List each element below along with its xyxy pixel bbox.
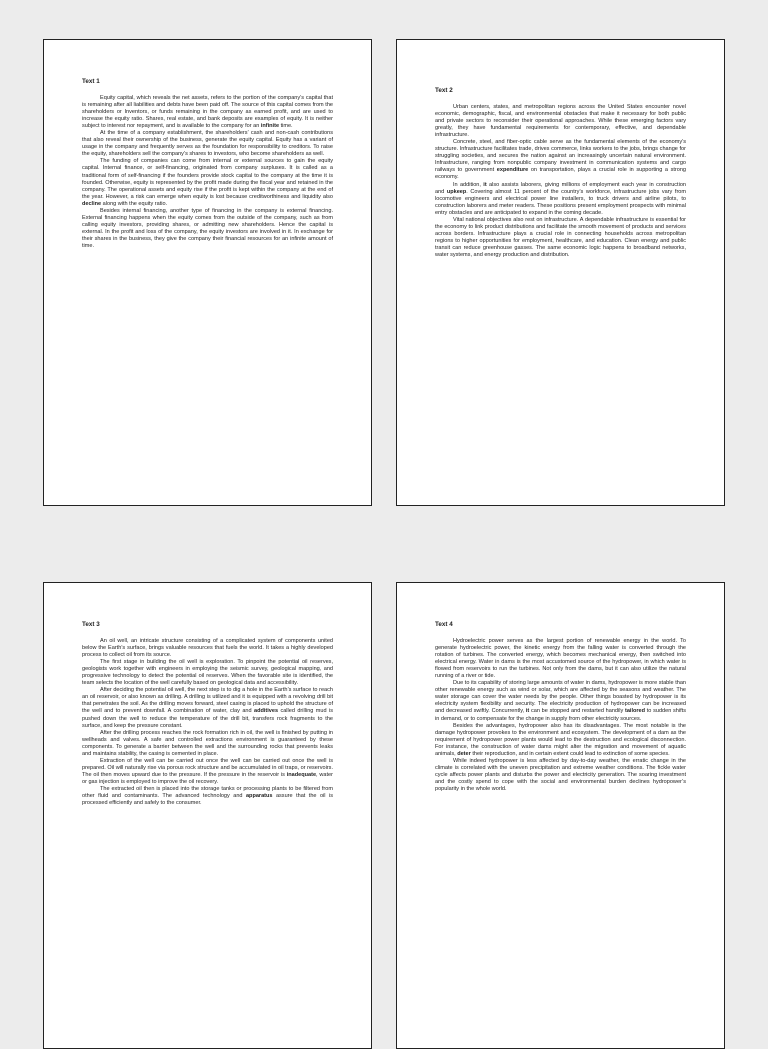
text-run: Urban centers, states, and metropolitan regions across the United States encounter novel economic, demographic, fiscal, and environmental obstacles that make it necessary for both public and private sectors to reconsider their operational approaches. While these emerging factors vary greatly, they have fundamental requirements for contemporary, effective, and dependable infrastructure. (435, 104, 686, 139)
paragraph (82, 95, 333, 130)
text-run: Hydroelectric power serves as the largest portion of renewable energy in the world. To generate hydroelectric power, the kinetic energy from the falling water is converted through the rotation of turbines. The converted energy, which becomes mechanical energy, then switched into electrical energy. Water in dams is the most accustomed source of the hydropower, in which water is flowed from reservoirs to run the turbines. Not only from the dams, but it can also utilize the natural running of a river or tide. (435, 638, 686, 680)
paragraph (435, 680, 686, 722)
text-run: The extracted oil then is placed into the storage tanks or processing plants to be filtered from other fluid and contaminants. The advanced technology and (82, 785, 333, 800)
text-run: . Covering almost 11 percent of the country’s workforce, infrastructure jobs vary from locomotive engineers and electrical power line installers, to truck drivers and airline pilots, to construction laborers and meter readers. These positions present employment prospects with minimal entry obstacles and are anticipated to expand in the coming decade. (435, 188, 686, 216)
bold-word: decline (82, 200, 102, 207)
text-run: Concrete, steel, and fiber-optic cable serve as the fundamental elements of the economy’s structure. Infrastructure facilitates trade, drives commerce, links workers to the jobs, brings change for struggling societies, and secures the nation against an increasingly uncertain natural environment. Infrastructure, ranging from nonpublic company investment in communication systems and cargo railways to government (435, 139, 686, 174)
page-text-2 (396, 39, 725, 506)
bold-word: tailored (624, 708, 646, 715)
page-body (82, 95, 333, 250)
text-run: can be stopped and restarted handily (529, 708, 625, 715)
text-run: Due to its capability of storing large amounts of water in dams, hydropower is more stable than other renewable energy such as wind or solar, which are affected by the seasons and weather. The water storage can cover the water needs by the people. Other things boasted by hydropower is its electricity system flexibility and security. The electricity production of hydropower can be increased and decreased swiftly. Concurrently, (435, 680, 686, 715)
paragraph (82, 730, 333, 758)
paragraph (435, 182, 686, 217)
text-run: called drilling mud is pushed down the well to reduce the temperature of the drill bit, transfers rock fragments to the surface, and keep the pressure constant. (82, 708, 333, 729)
text-run: to sudden shifts in demand, or to compensate for the change in supply from other electricity sources. (435, 708, 686, 722)
page-body (435, 104, 686, 259)
text-run: After deciding the potential oil well, the next step is to dig a hole in the Earth’s surface to reach an oil reservoir, or also known as drilling. A drilling is utilized and it is equipped with a revolving drill bit that penetrates the soil. As the drilling moves forward, steel casing is placed to uphold the structure of the well and to prevent downfall. A combination of water, clay and (82, 687, 333, 715)
paragraph (82, 208, 333, 250)
paragraph (82, 130, 333, 158)
page-title: Text 1 (82, 78, 100, 85)
text-run: After the drilling process reaches the rock formation rich in oil, the well is finished by putting in wellheads and valves. A safe and controlled extractions environment is guaranteed by these components. To generate a barrier between the well and the surrounding rocks that prevents leaks and maintains stability, the casing is cemented in place. (82, 729, 333, 757)
bold-word: expenditure (496, 167, 529, 174)
paragraph (82, 687, 333, 729)
text-run: At the time of a company establishment, the shareholders’ cash and non-cash contributions that also reveal their ownership of the business, generate the equity capital. Equity has a variant of usage in the company and frequently serves as the foundation for responsibility to creditors. To raise the equity, shareholders sell the company’s shares to investors, who become shareholders as well. (82, 130, 333, 158)
page-body (435, 638, 686, 793)
paragraph (82, 758, 333, 786)
text-run: Besides the advantages, hydropower also has its disadvantages. The most notable is the damage hydropower provokes to the environment and ecosystem. The development of a dam as the requirement of hydropower power plants would lead to the destruction and ecological disconnection. For instance, the construction of water dams might alter the migration and movement of aquatic animals, (435, 722, 686, 757)
text-run: assure that the oil is processed efficiently and safely to the consumer. (82, 793, 333, 807)
paragraph (435, 638, 686, 680)
page-body (82, 638, 333, 807)
bold-word: infinite (260, 123, 280, 130)
paragraph (435, 723, 686, 758)
page-title: Text 3 (82, 621, 100, 628)
bold-word: additives (253, 708, 279, 715)
text-run: The first stage in building the oil well is exploration. To pinpoint the potential oil reserves, geologists work together with engineers in employing the seismic survey, geological mapping, and progressive technology to detect the potential oil reserves. When the favorable site is identified, the team selects the location of the well carefully based on geological data and accessibility. (82, 659, 333, 687)
bold-word: deter (457, 750, 471, 757)
text-run: Besides internal financing, another type of financing in the company is external financing. External financing happens when the equity comes from the outside of the company, such as from calling equity investors, providing shares, or admitting new shareholders. Hence the capital is external. In the profit and loss of the company, the equity investors are involved in it. In exchange for their shares in the business, they give the company their financial resources for an infinite amount of time. (82, 207, 333, 249)
bold-word: it (483, 181, 487, 188)
paragraph (82, 158, 333, 207)
text-run: their reproduction, and in certain extent could lead to extinction of some species. (470, 750, 670, 757)
text-run: While indeed hydropower is less affected by day-to-day weather, the erratic change in the climate is correlated with the uneven precipitation and extreme weather conditions. The fickle water cycle affects power plants and disturbs the power and electricity generation. The soaring investment and the costly spend to cope with the social and environmental burden declines hydropower’s popularity in the whole world. (435, 757, 686, 792)
text-run: on transportation, plays a crucial role in supporting a strong economy. (435, 167, 686, 181)
bold-word: inadequate (286, 771, 317, 778)
text-run: , water or gas injection is employed to improve the oil recovery. (82, 771, 333, 785)
text-run: time. (279, 123, 293, 130)
bold-word: upkeep (446, 188, 467, 195)
paragraph (435, 104, 686, 139)
text-run: Vital national objectives also rest on infrastructure. A dependable infrastructure is essential for the economy to link product distributions and facilitate the smooth movement of products and services across borders. Infrastructure plays a crucial role in connecting households across metropolitan regions to higher opportunities for employment, healthcare, and education. Clean energy and public transit can reduce greenhouse gasses. The same economic logic happens to broadband networks, water systems, and energy production and distribution. (435, 216, 686, 258)
page-title: Text 2 (435, 87, 453, 94)
page-text-1 (43, 39, 372, 506)
paragraph (435, 758, 686, 793)
text-run: An oil well, an intricate structure consisting of a complicated system of components united below the Earth’s surface, brings valuable resources that fuels the world. It takes a highly developed process to collect oil from its source. (82, 638, 333, 659)
text-run: Equity capital, which reveals the net assets, refers to the portion of the company’s capital that is remaining after all liabilities and debts have been paid off. The source of this capital comes from the shareholders or Inventors, or funds remaining in the company as earned profit, and are used to increase the equity ratio. Shares, real estate, and bank deposits are examples of equity. It is neither subject to interest nor repayment, and is available to the company for an (82, 95, 333, 130)
text-run: along with the equity ratio. (101, 200, 168, 207)
paragraph (82, 638, 333, 659)
bold-word: apparatus (245, 793, 273, 800)
text-run: The funding of companies can come from internal or external sources to gain the equity capital. Internal finance, or self-financing, originated from company surpluses. It is called as a traditional form of self-financing if the founders provide stock capital to the company at the time it is founded. Otherwise, equity is represented by the profit made during the fiscal year and retained in the company. The operational assets and equity rise if the profit is kept within the company at the end of the year. However, a risk can emerge when equity is lost because creditworthiness and liquidity also (82, 158, 333, 200)
paragraph (435, 217, 686, 259)
page-title: Text 4 (435, 621, 453, 628)
page-text-3 (43, 582, 372, 1049)
paragraph (82, 659, 333, 687)
bold-word: it (525, 708, 530, 715)
text-run: In addition, (453, 181, 484, 188)
paragraph (82, 786, 333, 807)
text-run: Extraction of the well can be carried out once the well can be carried out once the well is prepared. Oil will naturally rise via porous rock structure and be accumulated in oil traps, or reservoirs. The oil then moves upward due to the pressure. If the pressure in the reservoir is (82, 757, 333, 778)
paragraph (435, 139, 686, 181)
page-text-4 (396, 582, 725, 1049)
text-run: also assists laborers, giving millions of employment each year in construction and (435, 181, 686, 195)
